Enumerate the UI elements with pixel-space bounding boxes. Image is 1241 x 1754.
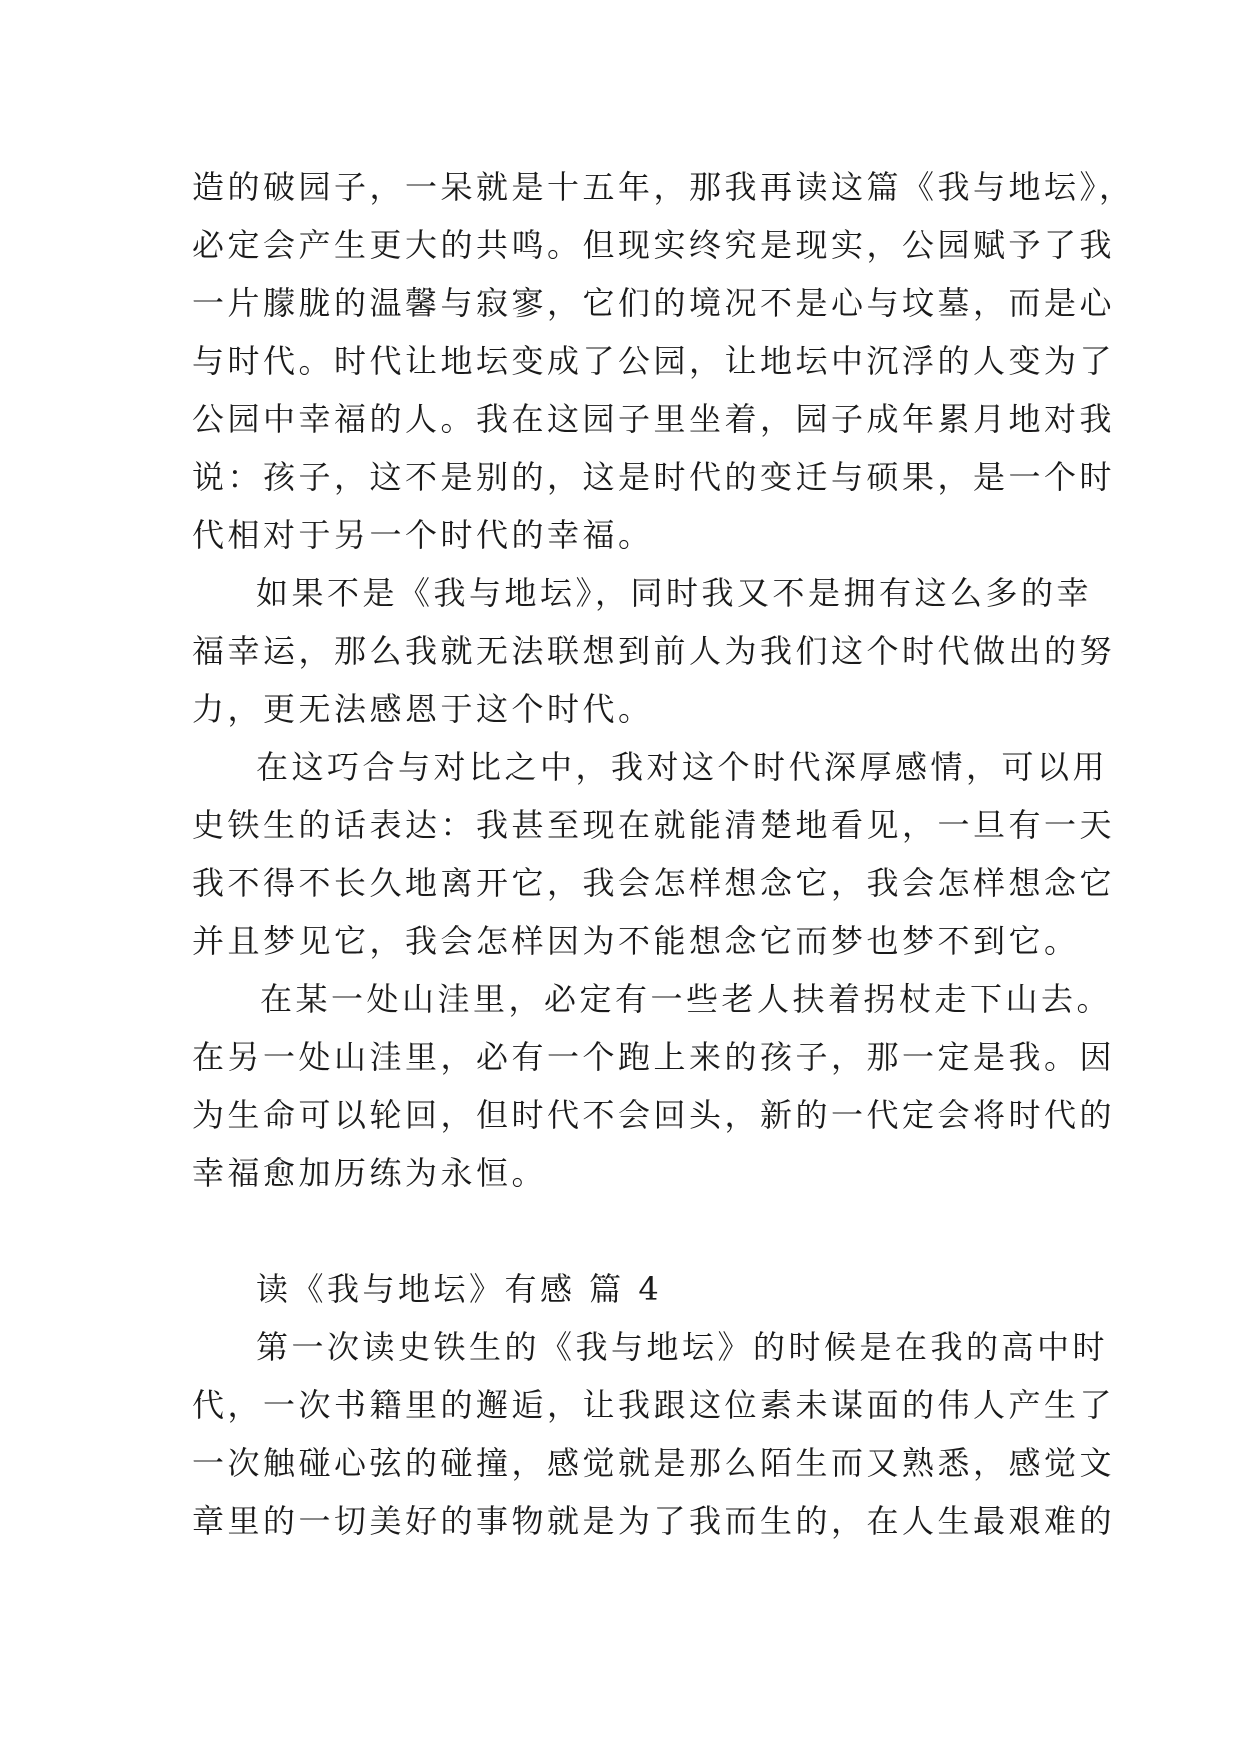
text-line: 在某一处山洼里，必定有一些老人扶着拐杖走下山去。	[260, 980, 1113, 1018]
text-line: 造的破园子，一呆就是十五年，那我再读这篇《我与地坛》，	[192, 168, 1135, 206]
text-line: 一次触碰心弦的碰撞，感觉就是那么陌生而又熟悉，感觉文	[192, 1444, 1116, 1482]
section-title: 读《我与地坛》有感 篇 4	[256, 1270, 663, 1308]
text-line: 力，更无法感恩于这个时代。	[192, 690, 654, 728]
paragraph	[192, 564, 1116, 738]
text-line: 并且梦见它，我会怎样因为不能想念它而梦也梦不到它。	[192, 922, 1080, 960]
text-line: 说：孩子，这不是别的，这是时代的变迁与硕果，是一个时	[192, 458, 1116, 496]
document-body	[192, 158, 1135, 1550]
text-line: 在另一处山洼里，必有一个跑上来的孩子，那一定是我。因	[192, 1038, 1116, 1076]
text-line: 第一次读史铁生的《我与地坛》的时候是在我的高中时	[256, 1328, 1109, 1366]
text-line: 我不得不长久地离开它，我会怎样想念它，我会怎样想念它	[192, 864, 1116, 902]
text-line: 史铁生的话表达：我甚至现在就能清楚地看见，一旦有一天	[192, 806, 1116, 844]
text-line: 一片朦胧的温馨与寂寥，它们的境况不是心与坟墓，而是心	[192, 284, 1116, 322]
text-line: 与时代。时代让地坛变成了公园，让地坛中沉浮的人变为了	[192, 342, 1116, 380]
text-line: 公园中幸福的人。我在这园子里坐着，园子成年累月地对我	[192, 400, 1116, 438]
text-line: 章里的一切美好的事物就是为了我而生的，在人生最艰难的	[192, 1502, 1116, 1540]
text-line: 在这巧合与对比之中，我对这个时代深厚感情，可以用	[256, 748, 1109, 786]
paragraph	[192, 970, 1116, 1202]
paragraph	[192, 738, 1116, 970]
text-line: 福幸运，那么我就无法联想到前人为我们这个时代做出的努	[192, 632, 1116, 670]
text-line: 代，一次书籍里的邂逅，让我跟这位素未谋面的伟人产生了	[192, 1386, 1116, 1424]
blank-line	[192, 1202, 1062, 1260]
text-line: 幸福愈加历练为永恒。	[192, 1154, 548, 1192]
paragraph	[192, 1318, 1116, 1550]
text-line: 代相对于另一个时代的幸福。	[192, 516, 654, 554]
text-line: 为生命可以轮回，但时代不会回头，新的一代定会将时代的	[192, 1096, 1116, 1134]
paragraph-continuation	[192, 158, 1135, 564]
text-line: 必定会产生更大的共鸣。但现实终究是现实，公园赋予了我	[192, 226, 1116, 264]
text-line: 如果不是《我与地坛》，同时我又不是拥有这么多的幸	[256, 574, 1093, 612]
